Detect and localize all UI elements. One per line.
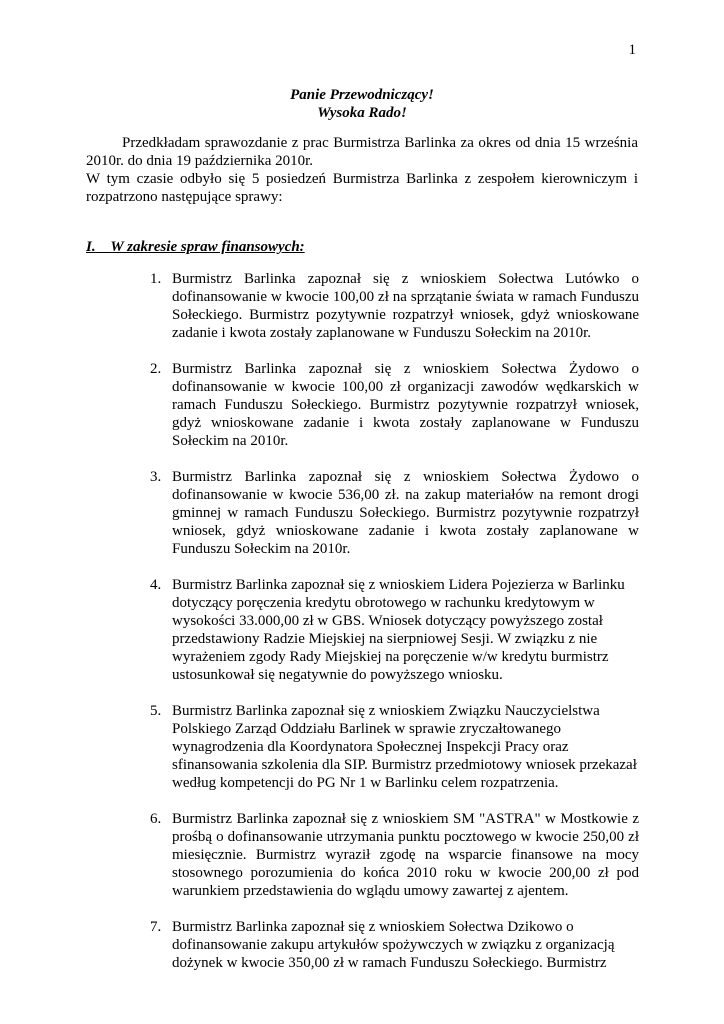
item-text: Burmistrz Barlinka zapoznał się z wnioskiem Związku Nauczycielstwa Polskiego Zarząd Oddziału Barlinek w sprawie zryczałtowanego wynagrodzenia dla Koordynatora Społecznej Inspekcji Pracy oraz sfinansowania szkolenia dla SIP. Burmistrz przedmiotowy wniosek przekazał według kompetencji do PG Nr 1 w Barlinku celem rozpatrzenia. [172, 703, 637, 791]
item-number: 5. [150, 703, 162, 719]
item-list [150, 270, 639, 990]
list-item [150, 270, 639, 342]
list-item [150, 360, 639, 450]
item-text: Burmistrz Barlinka zapoznał się z wnioskiem Sołectwa Żydowo o dofinansowanie w kwocie 100,00 zł organizacji zawodów wędkarskich w ramach Funduszu Sołeckiego. Burmistrz pozytywnie rozpatrzył wniosek, gdyż wnioskowane zadanie i kwota zostały zaplanowane w Funduszu Sołeckim na 2010r. [172, 361, 639, 449]
greeting [86, 86, 638, 122]
item-text: Burmistrz Barlinka zapoznał się z wnioskiem Sołectwa Dzikowo o dofinansowanie zakupu artykułów spożywczych w związku z organizacją dożynek w kwocie 350,00 zł w ramach Funduszu Sołeckiego. Burmistrz [172, 919, 615, 971]
item-number: 2. [150, 361, 162, 377]
item-number: 4. [150, 577, 162, 593]
list-item [150, 810, 639, 900]
greeting-line-1: Panie Przewodniczący! [290, 87, 434, 103]
item-number: 7. [150, 919, 162, 935]
intro [86, 134, 638, 206]
item-text: Burmistrz Barlinka zapoznał się z wnioskiem SM "ASTRA" w Mostkowie z prośbą o dofinansowanie utrzymania punktu pocztowego w kwocie 250,00 zł miesięcznie. Burmistrz wyraził zgodę na wsparcie finansowe na mocy stosownego porozumienia do końca 2010 roku w kwocie 200,00 zł pod warunkiem przedstawienia do wglądu umowy zawartej z ajentem. [172, 811, 639, 899]
list-item [150, 702, 639, 792]
item-number: 1. [150, 271, 162, 287]
page-number: 1 [628, 42, 636, 58]
section-numeral: I. [86, 239, 96, 255]
item-number: 3. [150, 469, 162, 485]
section-title: W zakresie spraw finansowych: [110, 239, 305, 255]
intro-paragraph-1: Przedkładam sprawozdanie z prac Burmistrza Barlinka za okres od dnia 15 września 2010r. do dnia 19 października 2010r. [86, 135, 638, 169]
item-number: 6. [150, 811, 162, 827]
greeting-line-2: Wysoka Rado! [317, 105, 407, 121]
item-text: Burmistrz Barlinka zapoznał się z wnioskiem Lidera Pojezierza w Barlinku dotyczący poręczenia kredytu obrotowego w rachunku kredytowym w wysokości 33.000,00 zł w GBS. Wniosek dotyczący powyższego został przedstawiony Radzie Miejskiej na sierpniowej Sesji. W związku z nie wyrażeniem zgody Rady Miejskiej na poręczenie w/w kredytu burmistrz ustosunkował się negatywnie do powyższego wniosku. [172, 577, 625, 683]
item-text: Burmistrz Barlinka zapoznał się z wnioskiem Sołectwa Lutówko o dofinansowanie w kwocie 100,00 zł na sprzątanie świata w ramach Funduszu Sołeckiego. Burmistrz pozytywnie rozpatrzył wniosek, gdyż wnioskowane zadanie i kwota zostały zaplanowane w Funduszu Sołeckim na 2010r. [172, 271, 639, 341]
list-item [150, 576, 639, 684]
list-item [150, 468, 639, 558]
intro-paragraph-2: W tym czasie odbyło się 5 posiedzeń Burmistrza Barlinka z zespołem kierowniczym i rozpatrzono następujące sprawy: [86, 171, 638, 205]
list-item [150, 918, 639, 972]
item-text: Burmistrz Barlinka zapoznał się z wnioskiem Sołectwa Żydowo o dofinansowanie w kwocie 536,00 zł. na zakup materiałów na remont drogi gminnej w ramach Funduszu Sołeckiego. Burmistrz pozytywnie rozpatrzył wniosek, gdyż wnioskowane zadanie i kwota zostały zaplanowane w Funduszu Sołeckim na 2010r. [172, 469, 639, 557]
section-heading [86, 238, 305, 256]
